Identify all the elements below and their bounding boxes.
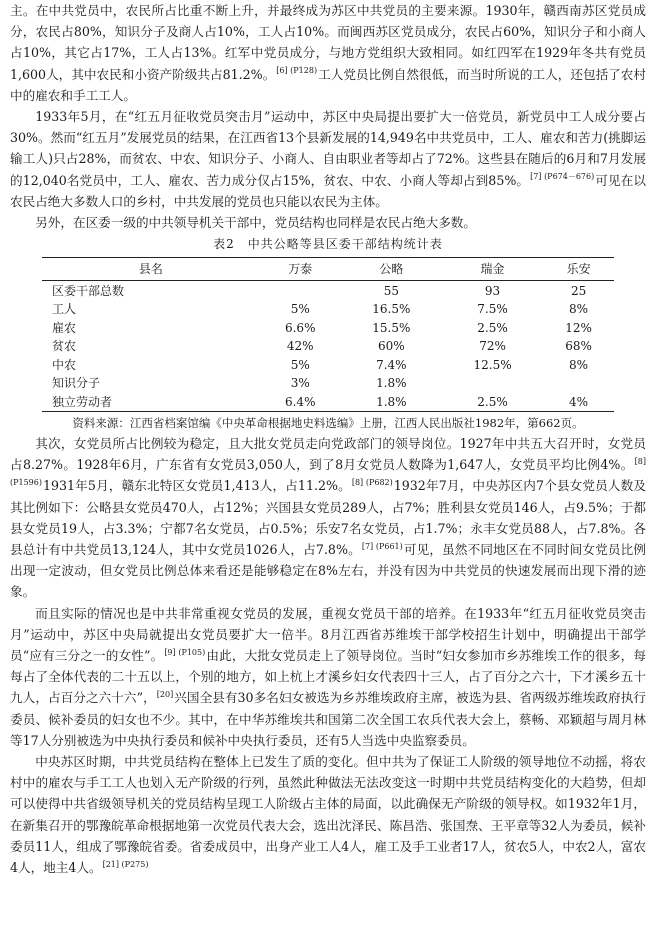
paragraph-5-tail: 由此，大批女党员走上了领导岗位。当时“妇女参加市乡苏维埃工作的很多，每每占了全体代表的二十五以上，个别的地方，如上杭上才溪乡妇女代表四十三人，占了百分之六十，下才溪乡五十九人，占百分之六十六”， bbox=[10, 647, 646, 706]
table-cell: 中农 bbox=[52, 357, 77, 372]
paragraph-1 bbox=[10, 0, 646, 106]
table-title: 表2 中共公略等县区委干部结构统计表 bbox=[213, 237, 443, 252]
citation-7: [7] (P674－676) bbox=[530, 172, 595, 182]
table-cell: 独立劳动者 bbox=[42, 392, 260, 411]
paragraph-4 bbox=[10, 433, 646, 603]
table-cell: 93 bbox=[484, 283, 501, 298]
table-cell: 2.5% bbox=[477, 320, 508, 335]
table-header-cell: 瑞金 bbox=[442, 258, 543, 281]
paragraph-2 bbox=[10, 106, 646, 212]
table-cell: 6.6% bbox=[284, 320, 316, 335]
table-row bbox=[42, 374, 614, 393]
table-cell: 1.8% bbox=[341, 392, 442, 411]
paragraph-5-text: 而且实际的情况也是中共非常重视女党员的发展，重视女党员干部的培养。在1933年“红五月征收党员突击月”运动中，苏区中央局就提出女党员要扩大一倍半。8月江西省苏维埃干部学校招生计划中，明确提出干部学员“应有三分之一的女性”。 bbox=[10, 605, 646, 663]
paragraph-2-tail: 可见在以农民占绝大多数人口的乡村，中共发展的党员也只能以农民为主体。 bbox=[10, 172, 646, 209]
table-cell bbox=[260, 281, 341, 300]
paragraph-5 bbox=[10, 603, 646, 751]
paragraph-1-text: 主。在中共党员中，农民所占比重不断上升，并最终成为苏区中共党员的主要来源。1930年，赣西南苏区党员成分，农民占80%，知识分子及商人占10%，工人占10%。而闽西苏区党员成分，农民占60%，知识分子和小商人占10%，其它占17%，工人占13%。红军中党员成分，与地方党组织大致相同。如红四军在1929年冬共有党员1,600人，其中农民和小资产阶级共占81.2%。 bbox=[10, 3, 646, 82]
table-source-note: 资料来源：江西省档案馆编《中央革命根据地史料选编》上册，江西人民出版社1982年，第662页。 bbox=[72, 415, 584, 430]
table-cell: 60% bbox=[377, 339, 405, 354]
table-row bbox=[42, 355, 614, 374]
table-cell: 68% bbox=[565, 339, 592, 354]
citation-9: [9] (P105) bbox=[164, 647, 206, 657]
citation-20: [20] bbox=[156, 690, 174, 700]
table-cell: 3% bbox=[290, 376, 310, 391]
table-cell: 6.4% bbox=[260, 392, 341, 411]
paragraph-5-tail-2: 兴国全县有30多名妇女被选为乡苏维埃政府主席，被选为县、省两级苏维埃政府执行委员、候补委员的妇女也不少。其中，在中华苏维埃共和国第二次全国工农兵代表大会上，蔡畅、邓颖超与周月林等17人分别被选为中央执行委员和候补中央执行委员，还有5人当选中央监察委员。 bbox=[10, 690, 646, 748]
table-cell: 16.5% bbox=[372, 302, 411, 317]
citation-8a: [8] (P1596) bbox=[10, 456, 646, 488]
table-cell: 8% bbox=[569, 357, 589, 372]
table-header-cell: 万泰 bbox=[260, 258, 341, 281]
table-cell: 55 bbox=[383, 283, 399, 298]
table-cell: 区委干部总数 bbox=[52, 283, 125, 298]
citation-21: [21] (P275) bbox=[102, 859, 149, 869]
table-row bbox=[42, 300, 614, 319]
paragraph-3 bbox=[10, 212, 646, 233]
paragraph-4-tail-2: 1932年7月，中央苏区内7个县女党员人数及其比例如下：公略县女党员470人，占12%；兴国县女党员289人，占7%；胜利县女党员146人，占9.5%；于都县女党员19人，占3.3%；宁都7名女党员，占0.5%；乐安7名女党员，占1.7%；永丰女党员88人，占7.8%。各县总计有中共党员13,124人，其中女党员1026人，占7.8%。 bbox=[10, 478, 646, 557]
table-cell: 2.5% bbox=[442, 392, 543, 411]
table-cell: 7.4% bbox=[376, 357, 407, 372]
citation-8b: [8] (P682) bbox=[351, 478, 393, 488]
table-header-cell: 乐安 bbox=[543, 258, 614, 281]
citation-7b: [7] (P661) bbox=[361, 541, 403, 551]
table-cell: 25 bbox=[570, 283, 587, 298]
table-cell bbox=[543, 374, 614, 393]
table-header-cell: 县名 bbox=[42, 258, 260, 281]
table-row bbox=[42, 281, 614, 300]
paragraph-3-text: 另外，在区委一级的中共领导机关干部中，党员结构也同样是农民占绝大多数。 bbox=[35, 215, 476, 231]
table-cell: 12% bbox=[565, 320, 592, 335]
citation-6: [6] (P128) bbox=[276, 66, 318, 76]
table-row bbox=[42, 392, 614, 411]
paragraph-2-text: 1933年5月，在“红五月征收党员突击月”运动中，苏区中央局提出要扩大一倍党员，新党员中工人成分要占30%。然而“红五月”发展党员的结果，在江西省13个县新发展的14,949名中共党员中，工人、雇农和苦力(挑脚运输工人)只占28%，而贫农、中农、知识分子、小商人、自由职业者等却占了72%。这些县在随后的6月和7月发展的12,040名党员中，工人、雇农、苦力成分仅占15%，贫农、中农、小商人等却占到85%。 bbox=[10, 109, 646, 188]
table-cell: 贫农 bbox=[52, 339, 77, 354]
paragraph-6 bbox=[10, 751, 646, 878]
table-cell: 工人 bbox=[52, 302, 77, 317]
table-header-row bbox=[42, 258, 614, 281]
cadre-structure-table bbox=[42, 257, 614, 412]
table-cell bbox=[442, 374, 543, 393]
paragraph-4-tail-3: 可见，虽然不同地区在不同时间女党员比例出现一定波动，但女党员比例总体来看还是能够稳定在8%左右，并没有因为中共党员的快速发展而出现下滑的迹象。 bbox=[10, 541, 647, 600]
table-cell: 4% bbox=[543, 392, 614, 411]
table-row bbox=[42, 318, 614, 337]
table-cell: 72% bbox=[479, 339, 506, 354]
table-cell: 12.5% bbox=[473, 357, 512, 372]
paragraph-4-tail: 1931年5月，赣东北特区女党员1,413人，占11.2%。 bbox=[42, 478, 351, 494]
table-row bbox=[42, 337, 614, 356]
table-cell: 5% bbox=[290, 302, 310, 317]
table-cell: 知识分子 bbox=[52, 376, 101, 391]
table-cell: 8% bbox=[569, 302, 589, 317]
table-cell: 42% bbox=[286, 339, 314, 354]
paragraph-4-text: 其次，女党员所占比例较为稳定，且大批女党员走向党政部门的领导岗位。1927年中共五大召开时，女党员占8.27%。1928年6月，广东省有女党员3,050人，到了8月女党员人数降为1,647人，女党员平均比例4%。 bbox=[10, 435, 646, 473]
table-cell: 1.8% bbox=[376, 376, 407, 391]
table-header-cell: 公略 bbox=[341, 258, 442, 281]
paragraph-1-tail: 工人党员比例自然很低，而当时所说的工人，还包括了农村中的雇农和手工工人。 bbox=[10, 66, 646, 103]
table-cell: 5% bbox=[290, 357, 310, 372]
paragraph-6-text: 中央苏区时期，中共党员结构在整体上已发生了质的变化。但中共为了保证工人阶级的领导地位不动摇，将农村中的雇农与手工工人也划入无产阶级的行列，虽然此种做法无法改变这一时期中共党员结构变化的大趋势，但却可以使得中共省级领导机关的党员结构呈现工人阶级占主体的局面，以此确保无产阶级的领导权。如1932年1月，在新集召开的鄂豫皖革命根据地第一次党员代表大会，选出沈泽民、陈昌浩、张国焘、王平章等32人为委员，候补委员11人，组成了鄂豫皖省委。省委成员中，出身产业工人4人，雇工及手工业者17人，贫农5人，中农2人，富农4人，地主4人。 bbox=[10, 753, 646, 875]
table-cell: 雇农 bbox=[52, 320, 77, 335]
table-cell: 15.5% bbox=[372, 320, 411, 335]
table-cell: 7.5% bbox=[477, 302, 508, 317]
